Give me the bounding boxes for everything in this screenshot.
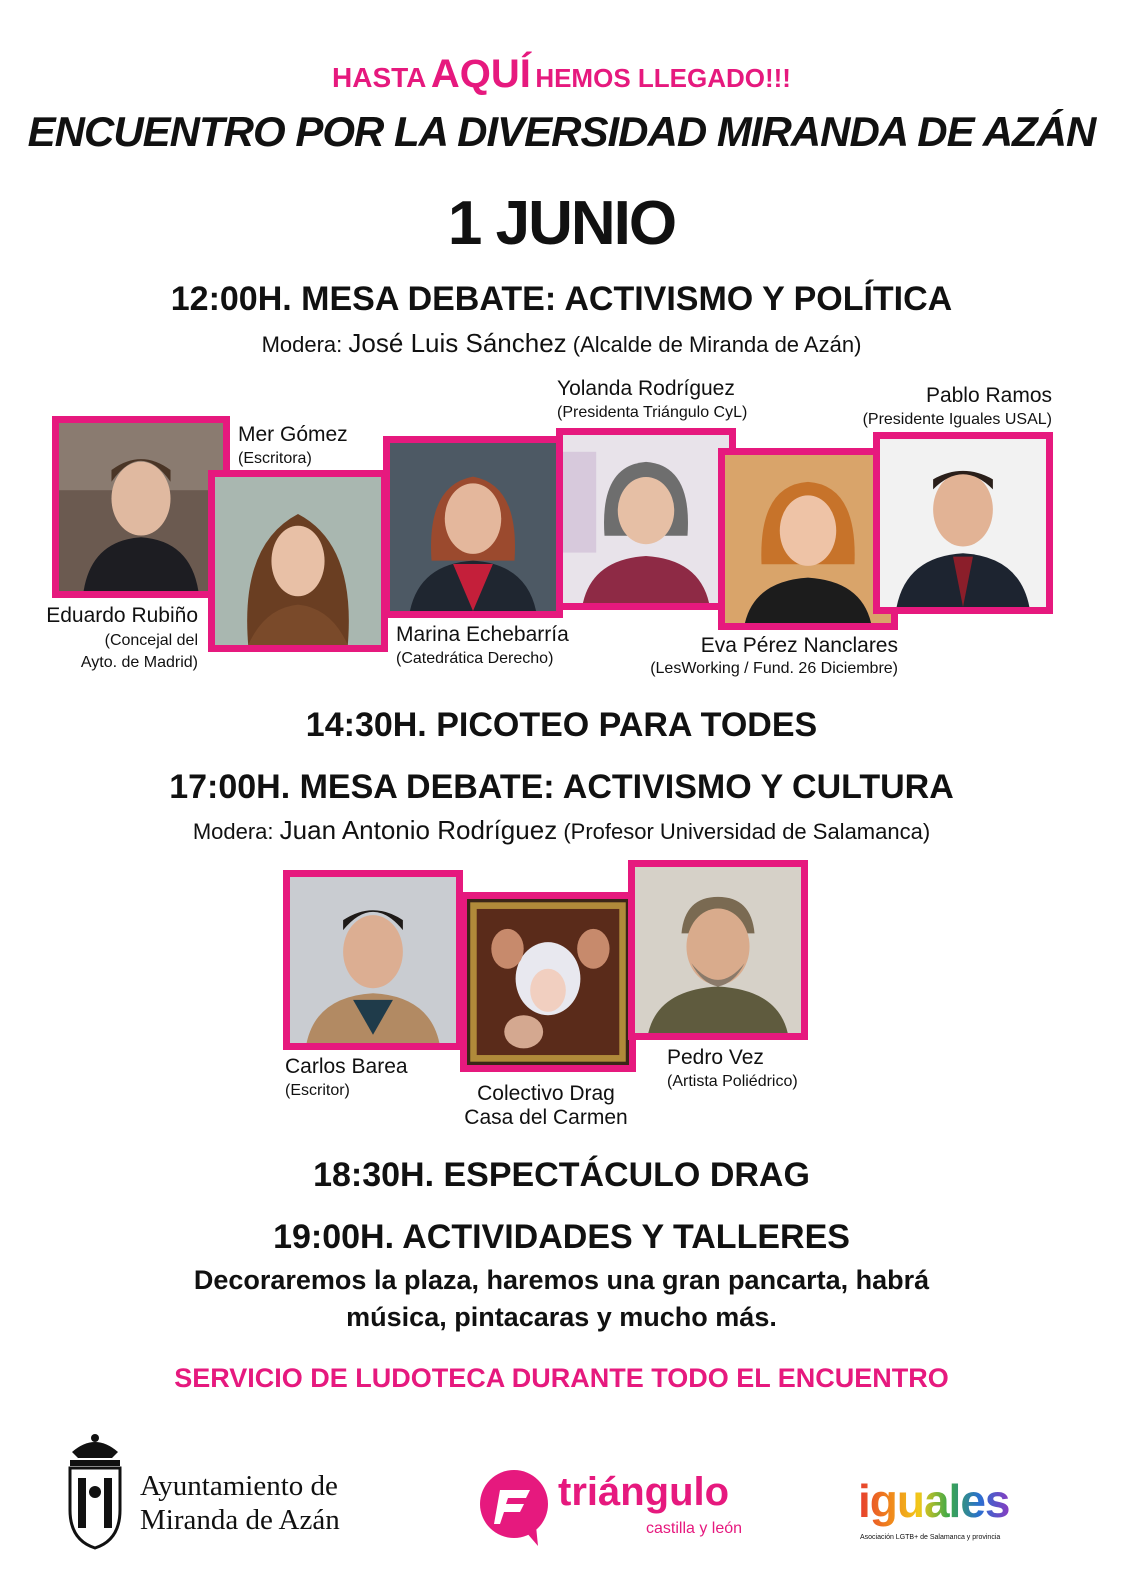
triangulo-name: triángulo bbox=[558, 1470, 730, 1514]
triangulo-sub: castilla y león bbox=[646, 1520, 743, 1537]
ayuntamiento-logo bbox=[62, 1430, 362, 1560]
session4-heading: 18:30H. ESPECTÁCULO DRAG bbox=[313, 1156, 810, 1194]
speaker-name-colectivo-2: Casa del Carmen bbox=[464, 1106, 628, 1129]
moderator-name: Juan Antonio Rodríguez bbox=[279, 815, 558, 845]
session2-heading: 14:30H. PICOTEO PARA TODES bbox=[305, 706, 818, 744]
event-date: 1 JUNIO bbox=[447, 189, 676, 258]
photo-marina-echebarria bbox=[383, 436, 563, 618]
speaker-role-pablo: (Presidente Iguales USAL) bbox=[862, 411, 1052, 428]
speaker-name-mer: Mer Gómez bbox=[238, 423, 348, 446]
session5-heading: 19:00H. ACTIVIDADES Y TALLERES bbox=[273, 1218, 850, 1256]
speaker-name-carlos: Carlos Barea bbox=[285, 1055, 408, 1078]
speaker-name-yolanda: Yolanda Rodríguez bbox=[557, 377, 735, 400]
moderator-role: (Alcalde de Miranda de Azán) bbox=[572, 332, 862, 357]
triangulo-logo bbox=[476, 1468, 776, 1558]
session5-line2: música, pintacaras y mucho más. bbox=[346, 1302, 777, 1332]
iguales-name: iguales bbox=[858, 1475, 1010, 1527]
speaker-name-eva: Eva Pérez Nanclares bbox=[700, 634, 898, 657]
moderator-label: Modera: bbox=[192, 819, 274, 844]
speaker-role-yolanda: (Presidenta Triángulo CyL) bbox=[557, 404, 748, 421]
session3-moderator bbox=[0, 815, 1123, 846]
photo-yolanda-rodriguez bbox=[556, 428, 736, 610]
photo-mer-gomez bbox=[208, 470, 388, 652]
photo-eva-perez-nanclares bbox=[718, 448, 898, 630]
speaker-role-pedro: (Artista Poliédrico) bbox=[667, 1073, 798, 1090]
session1-heading: 12:00H. MESA DEBATE: ACTIVISMO Y POLÍTICA bbox=[170, 280, 953, 318]
photo-eduardo-rubino bbox=[52, 416, 230, 598]
photo-carlos-barea bbox=[283, 870, 463, 1050]
speaker-name-pedro: Pedro Vez bbox=[667, 1046, 764, 1069]
photo-pedro-vez bbox=[628, 860, 808, 1040]
tagline bbox=[0, 52, 1123, 97]
iguales-logo bbox=[858, 1474, 1058, 1554]
moderator-name: José Luis Sánchez bbox=[348, 328, 567, 358]
tagline-aqui: AQUÍ bbox=[430, 52, 531, 96]
tagline-llegado: HEMOS LLEGADO!!! bbox=[535, 63, 791, 93]
speaker-role-eva: (LesWorking / Fund. 26 Diciembre) bbox=[650, 660, 898, 677]
speaker-name-marina: Marina Echebarría bbox=[396, 623, 569, 646]
ayuntamiento-line2: Miranda de Azán bbox=[140, 1504, 340, 1536]
speaker-name-eduardo: Eduardo Rubiño bbox=[46, 604, 198, 627]
coat-of-arms-icon bbox=[62, 1430, 128, 1550]
session5-line1: Decoraremos la plaza, haremos una gran pancarta, habrá bbox=[193, 1265, 930, 1295]
event-title: ENCUENTRO POR LA DIVERSIDAD MIRANDA DE AZÁN bbox=[27, 108, 1096, 155]
session3-heading: 17:00H. MESA DEBATE: ACTIVISMO Y CULTURA bbox=[169, 768, 954, 806]
moderator-label: Modera: bbox=[261, 332, 343, 357]
moderator-role: (Profesor Universidad de Salamanca) bbox=[563, 819, 931, 844]
tagline-hasta: HASTA bbox=[332, 62, 427, 93]
speaker-role-eduardo-1: (Concejal del bbox=[104, 632, 198, 649]
speaker-name-pablo: Pablo Ramos bbox=[925, 384, 1052, 407]
photo-pablo-ramos bbox=[873, 432, 1053, 614]
iguales-sub: Asociación LGTB+ de Salamanca y provincia bbox=[860, 1534, 1001, 1541]
speaker-name-colectivo: Colectivo Drag bbox=[477, 1082, 615, 1105]
ayuntamiento-line1: Ayuntamiento de bbox=[140, 1470, 338, 1502]
speaker-role-mer: (Escritora) bbox=[238, 450, 312, 467]
ludoteca-notice: SERVICIO DE LUDOTECA DURANTE TODO EL ENCUENTRO bbox=[174, 1363, 949, 1393]
speaker-role-carlos: (Escritor) bbox=[285, 1082, 350, 1099]
speaker-role-eduardo-2: Ayto. de Madrid) bbox=[80, 654, 198, 671]
photo-colectivo-drag bbox=[460, 892, 636, 1072]
triangulo-icon bbox=[476, 1468, 554, 1546]
speaker-role-marina: (Catedrática Derecho) bbox=[396, 650, 554, 667]
session1-moderator bbox=[0, 328, 1123, 359]
